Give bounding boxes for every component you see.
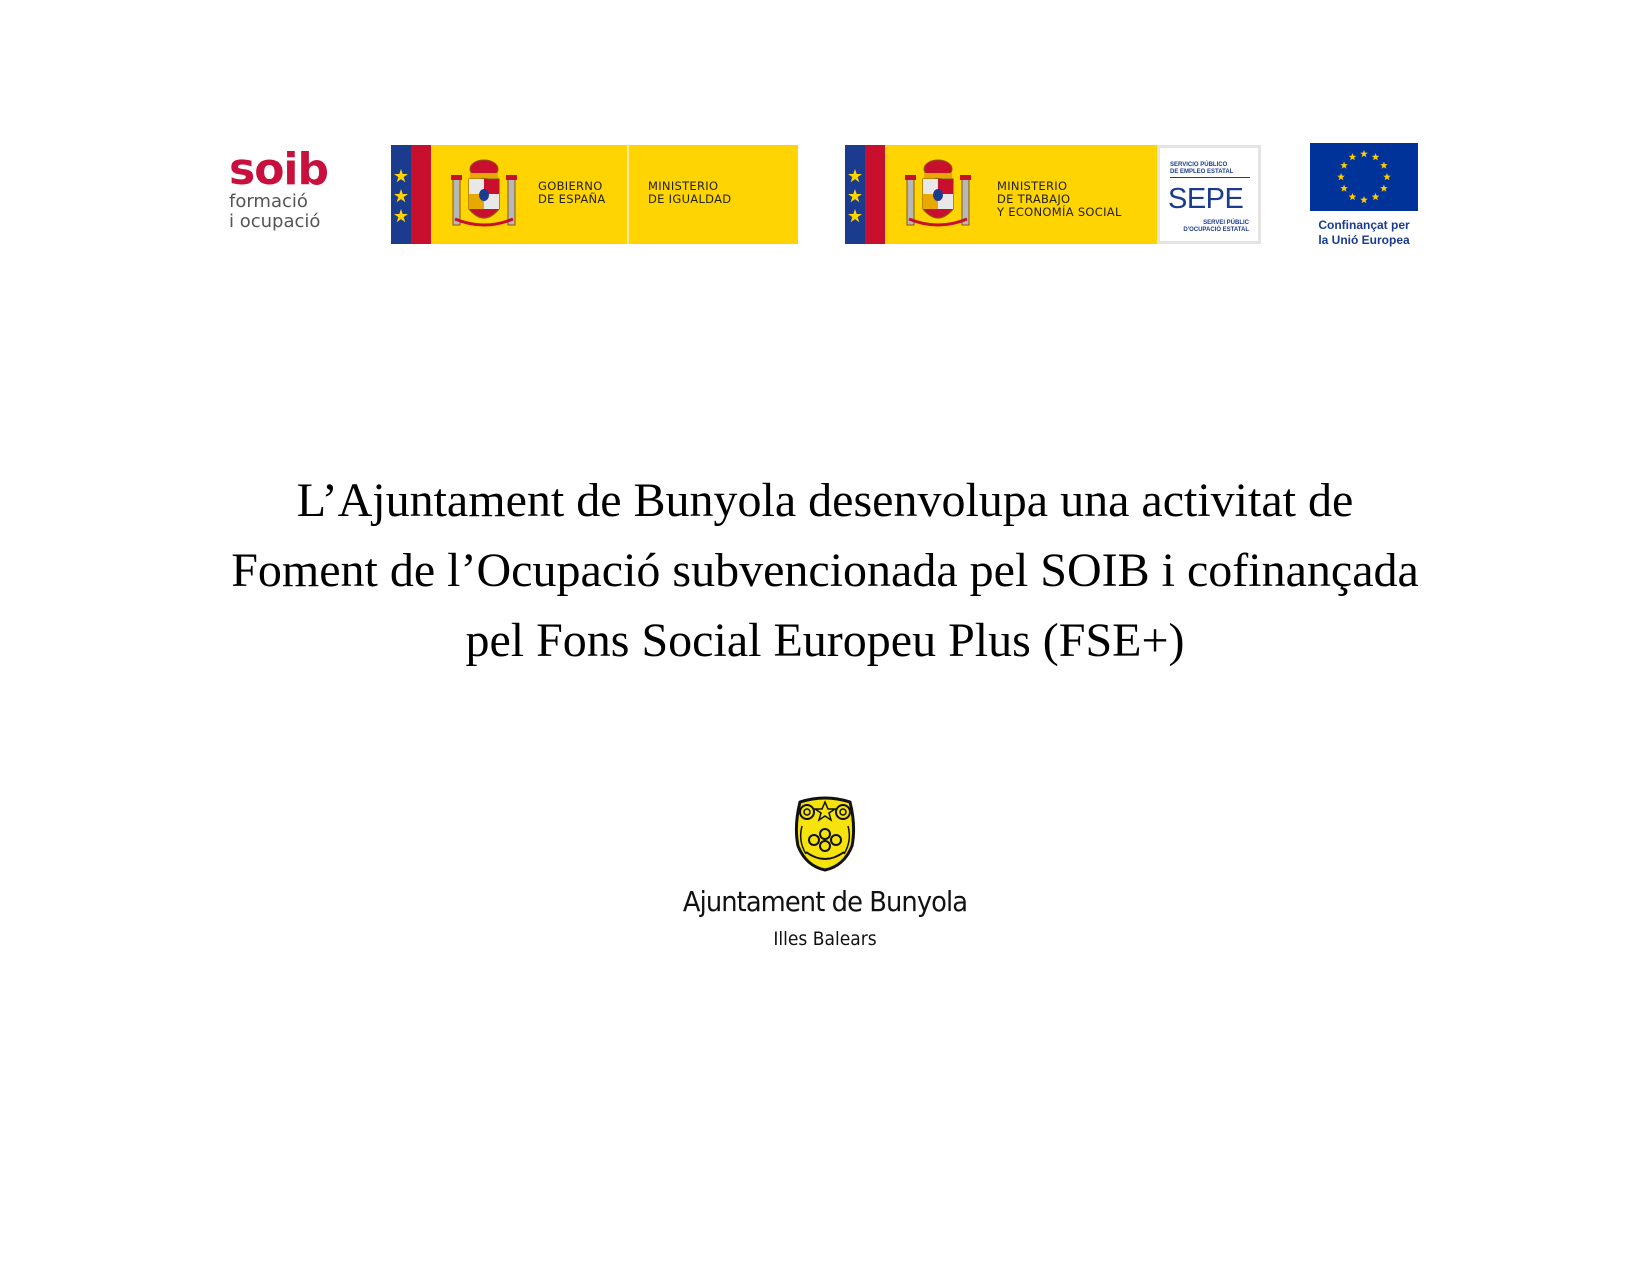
sepe-bottom-text xyxy=(1183,220,1249,234)
ministerio-igualdad-text xyxy=(648,180,731,206)
gobierno-text xyxy=(538,180,606,206)
gobierno-igualdad-logo xyxy=(391,145,798,244)
eu-text-line2: la Unió Europea xyxy=(1318,233,1410,247)
soib-wordmark: soib xyxy=(229,144,328,195)
ministerio-line2: DE IGUALDAD xyxy=(648,192,732,206)
sepe-top-line2: DE EMPLEO ESTATAL xyxy=(1170,169,1234,175)
sepe-logo xyxy=(1157,145,1261,244)
gobierno-line2: DE ESPAÑA xyxy=(538,192,606,206)
eu-strip xyxy=(845,145,865,244)
sepe-top-text xyxy=(1170,162,1233,176)
spain-coat-of-arms-icon xyxy=(449,157,519,232)
soib-logo xyxy=(229,144,349,248)
spain-strip xyxy=(865,145,885,244)
headline-line-3: pel Fons Social Europeu Plus (FSE+) xyxy=(465,614,1185,667)
bunyola-name: Ajuntament de Bunyola xyxy=(682,885,968,918)
star-icon xyxy=(848,169,862,183)
sepe-wordmark: SEPE xyxy=(1168,183,1244,215)
headline-line-1: L’Ajuntament de Bunyola desenvolupa una activitat de xyxy=(296,474,1354,527)
logo-bar xyxy=(0,0,1650,260)
sepe-top-line1: SERVICIO PÚBLICO xyxy=(1170,162,1228,168)
soib-subtitle-2: i ocupació xyxy=(229,211,321,232)
star-icon xyxy=(394,189,408,203)
star-icon xyxy=(394,209,408,223)
eu-text-line1: Confinançat per xyxy=(1318,218,1410,232)
star-icon xyxy=(848,189,862,203)
sepe-bottom-line1: SERVEI PÚBLIC xyxy=(1203,220,1249,226)
spain-coat-of-arms-icon xyxy=(903,157,973,232)
bunyola-region: Illes Balears xyxy=(773,928,877,950)
sepe-bottom-line2: D'OCUPACIÓ ESTATAL xyxy=(1183,227,1249,233)
eu-cofinancing-text xyxy=(1300,218,1428,248)
ministerio-line2: DE TRABAJO xyxy=(997,192,1071,206)
bunyola-coat-of-arms-icon xyxy=(792,796,858,872)
ministerio-line1: MINISTERIO xyxy=(648,179,719,193)
headline-line-2: Foment de l’Ocupació subvencionada pel SOIB i cofinançada xyxy=(231,544,1419,597)
eu-flag-icon xyxy=(1310,143,1418,211)
headline xyxy=(150,466,1500,676)
star-icon xyxy=(848,209,862,223)
gobierno-line1: GOBIERNO xyxy=(538,179,603,193)
sepe-rule xyxy=(1170,177,1250,178)
spain-strip xyxy=(411,145,431,244)
ministerio-line3: Y ECONOMÍA SOCIAL xyxy=(997,205,1122,219)
eu-strip xyxy=(391,145,411,244)
ministerio-line1: MINISTERIO xyxy=(997,179,1068,193)
ministerio-trabajo-text xyxy=(997,180,1122,219)
star-icon xyxy=(394,169,408,183)
soib-subtitle-1: formació xyxy=(229,191,308,212)
divider xyxy=(627,145,629,244)
